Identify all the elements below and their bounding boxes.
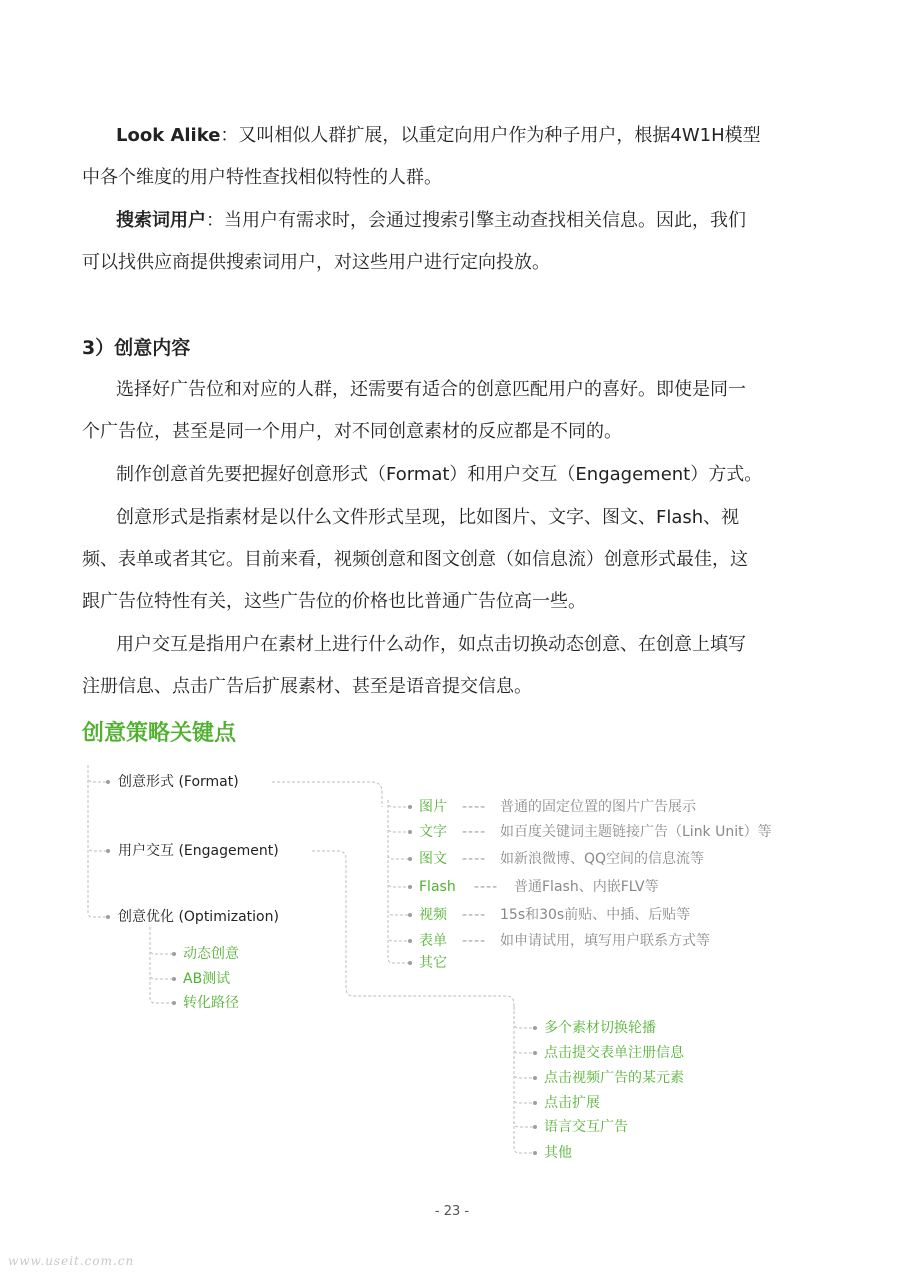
creative-intro-paragraph [82,369,822,453]
format-definition-paragraph [82,497,822,623]
look-alike-paragraph [82,115,822,199]
optimization-connector-2 [150,927,174,1003]
format-engagement-line: 制作创意首先要把握好创意形式（Format）和用户交互（Engagement）方式。 [116,464,763,485]
format-engagement-paragraph [82,454,822,496]
format-connector-2 [388,800,410,859]
optimization-item: AB测试 [183,971,231,987]
format-item-desc: 普通的固定位置的图片广告展示 [500,799,696,815]
optimization-connector-2-dot [172,1001,176,1005]
format-connector-0 [388,800,410,807]
root-connector-1 [88,765,108,851]
format-item-name: 视频 [419,907,447,923]
optimization-item: 转化路径 [183,995,239,1011]
format-definition-line2: 频、表单或者其它。目前来看，视频创意和图文创意（如信息流）创意形式最佳，这 [82,549,748,570]
format-item-separator: ---- [462,933,487,949]
format-definition-line1: 创意形式是指素材是以什么文件形式呈现，比如图片、文字、图文、Flash、视 [116,507,740,528]
engagement-item: 其他 [544,1145,572,1161]
format-item-separator: ---- [474,879,499,895]
engagement-item: 点击扩展 [544,1095,600,1111]
creative-intro-line2: 个广告位，甚至是同一个用户，对不同创意素材的反应都是不同的。 [82,421,622,442]
engagement-connector-1-dot [533,1051,537,1055]
page-number: - 23 - [434,1204,470,1219]
format-item-separator: ---- [462,851,487,867]
engagement-item: 语言交互广告 [544,1119,628,1135]
engagement-item: 点击提交表单注册信息 [544,1045,684,1061]
format-connector-4-dot [408,913,412,917]
format-connector-3-dot [408,885,412,889]
search-users-line2: 可以找供应商提供搜索词用户，对这些用户进行定向投放。 [82,252,550,273]
section-heading: 3）创意内容 [82,337,191,359]
watermark: www.useit.com.cn [8,1254,135,1268]
engagement-definition-line1: 用户交互是指用户在素材上进行什么动作，如点击切换动态创意、在创意上填写 [116,634,746,655]
engagement-connector-4-dot [533,1125,537,1129]
root-connector-1-dot [106,849,110,853]
format-connector-6 [388,800,410,963]
search-users-paragraph [82,200,822,284]
root-connector-2 [88,765,108,917]
main-branch-optimization: 创意优化 (Optimization) [118,909,279,925]
look-alike-line2: 中各个维度的用户特性查找相似特性的人群。 [82,167,442,188]
format-item-name: 图文 [419,851,447,867]
engagement-connector-1 [514,1006,535,1053]
format-item-separator: ---- [462,907,487,923]
optimization-connector-0 [150,927,174,954]
engagement-connector-3 [514,1006,535,1103]
engagement-definition-paragraph [82,624,822,708]
engagement-connector-2 [514,1006,535,1078]
creative-strategy-mindmap [0,760,904,1180]
format-connector-5-dot [408,939,412,943]
format-definition-line3: 跟广告位特性有关，这些广告位的价格也比普通广告位高一些。 [82,591,586,612]
look-alike-term: Look Alike [116,125,221,146]
optimization-item: 动态创意 [183,946,239,962]
format-item-desc: 如新浪微博、QQ空间的信息流等 [500,851,705,867]
format-item-name: 表单 [419,933,447,949]
engagement-connector-0-dot [533,1026,537,1030]
main-branch-format: 创意形式 (Format) [118,774,239,790]
engagement-connector-0 [514,1006,535,1028]
format-connector-6-dot [408,961,412,965]
format-connector-4 [388,800,410,915]
format-item-name: 图片 [419,799,447,815]
format-connector-2-dot [408,857,412,861]
format-connector-5 [388,800,410,941]
format-item-name: 文字 [419,824,447,840]
root-connector-2-dot [106,915,110,919]
look-alike-line1: ：又叫相似人群扩展，以重定向用户作为种子用户，根据4W1H模型 [220,125,761,146]
format-trunk [272,782,382,807]
search-users-line1: ：当用户有需求时，会通过搜索引擎主动查找相关信息。因此，我们 [206,210,746,231]
engagement-item: 多个素材切换轮播 [544,1020,656,1036]
format-item-separator: ---- [462,824,487,840]
engagement-connector-3-dot [533,1101,537,1105]
format-connector-1-dot [408,830,412,834]
mindmap-title: 创意策略关键点 [82,721,237,746]
format-connector-0-dot [408,805,412,809]
optimization-connector-0-dot [172,952,176,956]
engagement-connector-5-dot [533,1151,537,1155]
root-connector-0 [88,765,108,782]
format-connector-1 [388,800,410,832]
engagement-item: 点击视频广告的某元素 [544,1070,684,1086]
format-item-name: Flash [419,879,456,895]
search-users-term: 搜索词用户 [116,210,206,231]
main-branch-engagement: 用户交互 (Engagement) [118,843,279,859]
optimization-connector-1-dot [172,977,176,981]
engagement-definition-line2: 注册信息、点击广告后扩展素材、甚至是语音提交信息。 [82,676,532,697]
format-item-desc: 15s和30s前贴、中插、后贴等 [500,907,691,923]
optimization-connector-1 [150,927,174,979]
root-connector-0-dot [106,780,110,784]
format-item-name: 其它 [419,955,447,971]
format-connector-3 [388,800,410,887]
format-item-separator: ---- [462,799,487,815]
engagement-connector-2-dot [533,1076,537,1080]
format-item-desc: 如申请试用，填写用户联系方式等 [500,933,710,949]
engagement-connector-4 [514,1006,535,1127]
format-item-desc: 普通Flash、内嵌FLV等 [514,879,659,895]
creative-intro-line1: 选择好广告位和对应的人群，还需要有适合的创意匹配用户的喜好。即使是同一 [116,379,746,400]
format-item-desc: 如百度关键词主题链接广告（Link Unit）等 [500,824,772,840]
